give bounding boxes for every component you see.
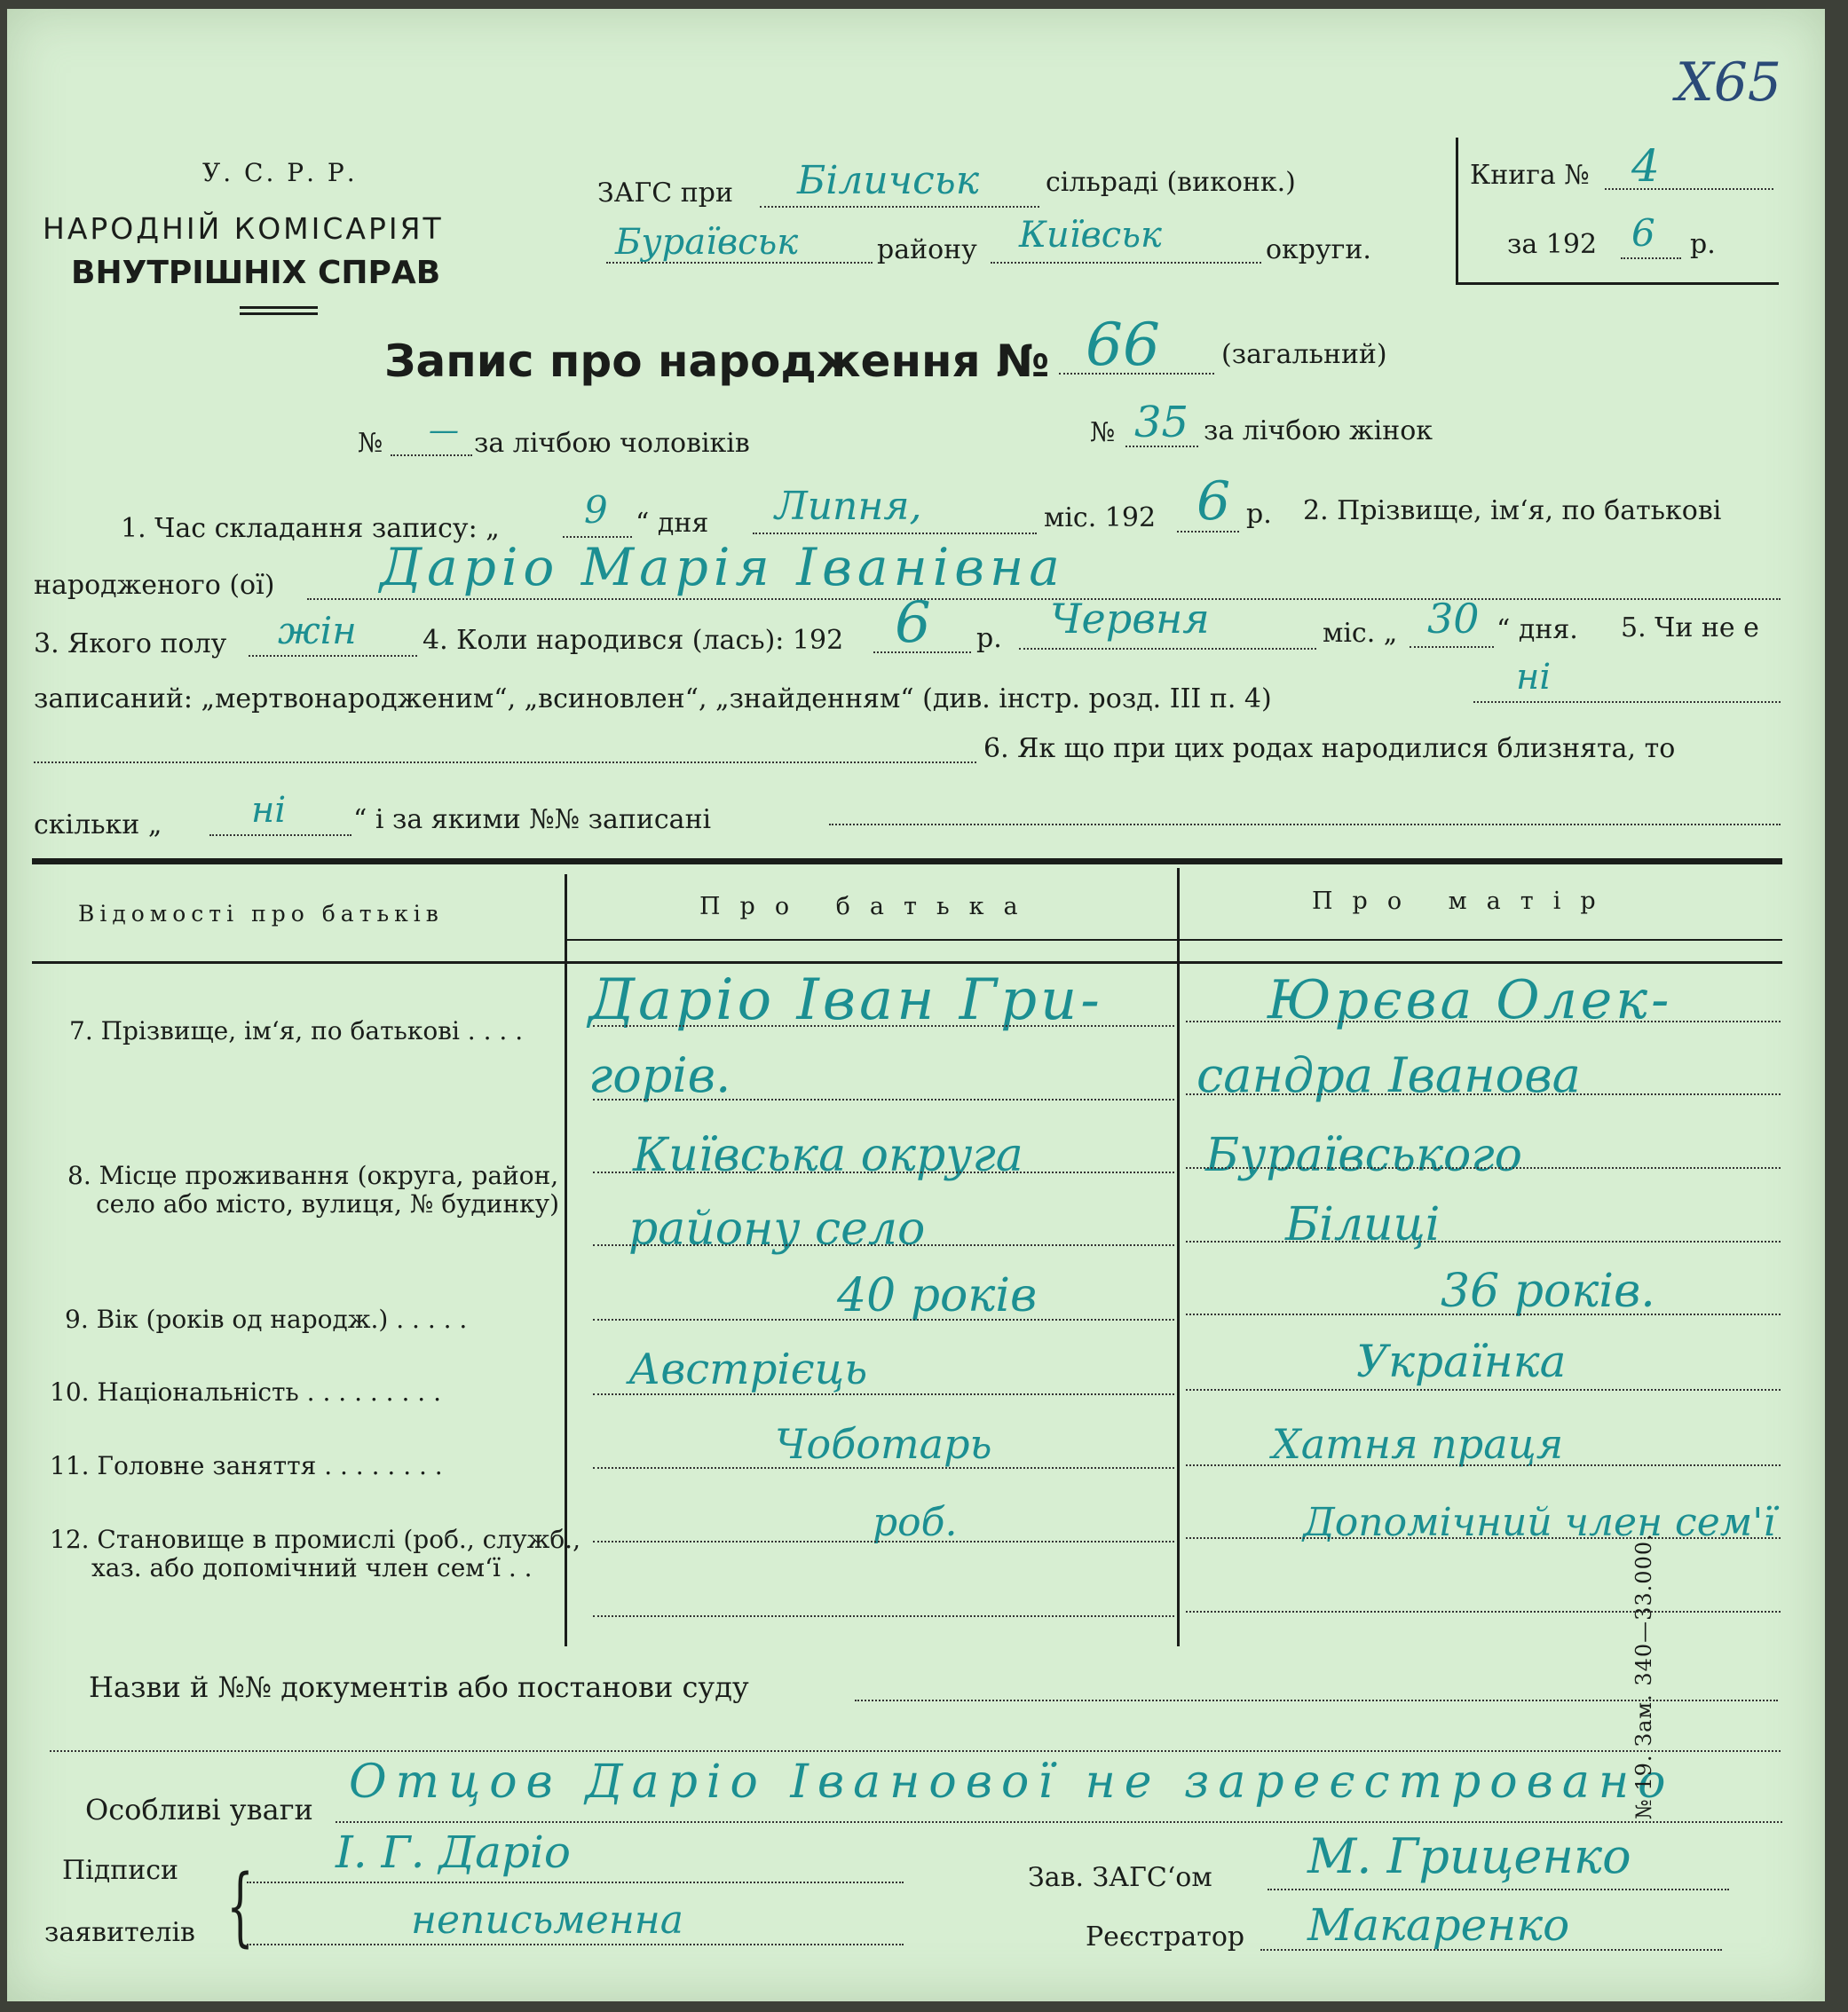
mother-rule-5 [1186, 1314, 1781, 1315]
father-rule-1 [593, 1025, 1174, 1027]
head-label: Зав. ЗАГС‘ом [1028, 1862, 1212, 1893]
documents-line-2 [50, 1750, 1781, 1752]
book-box-bottom [1456, 282, 1779, 285]
women-suffix: за лічбою жінок [1204, 415, 1433, 446]
book-year-label: за 192 [1507, 229, 1598, 260]
row-7-label: 7. Прізвище, ім‘я, по батькові . . . . [69, 1016, 524, 1045]
father-rule-7 [593, 1467, 1174, 1469]
book-label: Книга № [1470, 160, 1590, 191]
father-rule-8 [593, 1541, 1174, 1543]
field-5-line [1473, 701, 1781, 703]
field-2-value: Даріо Марія Іванівна [380, 537, 1065, 597]
field-4-day-suffix: “ дня. [1497, 614, 1578, 645]
book-box-left [1456, 138, 1458, 284]
mother-rule-2 [1186, 1093, 1781, 1095]
birth-record-form [7, 9, 1825, 2001]
men-suffix: за лічбою чоловіків [474, 428, 750, 459]
book-year-suffix: р. [1690, 229, 1716, 260]
head-signature-line [1268, 1889, 1729, 1890]
signatures-label-2: заявителів [44, 1917, 195, 1948]
table-father-header-rule [567, 939, 1177, 941]
field-5-value: ні [1516, 657, 1552, 698]
record-title: Запис про народження № [384, 335, 1050, 387]
print-code: № 19. Зам. 340—33.000. [1631, 1533, 1656, 1819]
father-rule-5 [593, 1319, 1174, 1321]
signatures-brace: { [226, 1857, 254, 1956]
table-header-rule-left [32, 961, 1782, 964]
republic-label: У. С. Р. Р. [202, 158, 358, 187]
district-value: Бураївськ [615, 222, 799, 263]
women-prefix: № [1090, 417, 1116, 448]
header-underline-2 [240, 312, 318, 315]
field-5-label: 5. Чи не е [1621, 612, 1759, 643]
field-4-day: 30 [1427, 595, 1480, 643]
father-rule-2 [593, 1099, 1174, 1101]
signatures-label-1: Підписи [62, 1855, 179, 1886]
okrug-line [991, 262, 1261, 264]
field-3-label: 3. Якого полу [34, 628, 227, 659]
row-8-father-1: Київська округа [633, 1129, 1023, 1182]
row-12-mother: Допомічний член сем'ї [1303, 1500, 1776, 1545]
zags-prefix: ЗАГС при [597, 178, 733, 209]
corner-mark: X65 [1676, 51, 1782, 114]
record-general: (загальний) [1221, 339, 1387, 370]
row-7-mother-2: сандра Іванова [1196, 1047, 1581, 1103]
record-number: 66 [1086, 311, 1160, 379]
mother-rule-9 [1186, 1611, 1781, 1613]
mother-rule-4 [1186, 1241, 1781, 1243]
village-council-value: Біличськ [797, 158, 980, 203]
field-5-label-cont: записаний: „мертвонародженим“, „всиновлен“, „знайденням“ (див. інстр. розд. III п. 4) [34, 683, 1272, 714]
field-2-line [307, 598, 1781, 600]
row-11-father: Чоботарь [775, 1420, 992, 1468]
field-6-line [829, 824, 1781, 825]
field-3-value: жін [278, 609, 357, 652]
table-mother-header-rule [1180, 939, 1782, 941]
row-9-mother: 36 років. [1441, 1265, 1655, 1318]
mother-rule-6 [1186, 1389, 1781, 1391]
row-8-mother-1: Бураївського [1205, 1129, 1522, 1182]
field-6-label-end: “ і за якими №№ записані [353, 804, 712, 835]
field-4-year-suffix: р. [976, 623, 1002, 654]
field-2-label: 2. Прізвище, ім‘я, по батькові [1303, 495, 1722, 526]
men-prefix: № [358, 428, 383, 459]
row-10-father: Австрієць [628, 1345, 868, 1394]
row-8-father-2: району село [628, 1203, 926, 1256]
book-year-digit: 6 [1631, 211, 1655, 255]
row-11-label: 11. Головне заняття . . . . . . . . [50, 1451, 443, 1480]
row-7-mother-1: Юрєва Олек- [1268, 969, 1673, 1031]
row-8-mother-2: Білиці [1285, 1198, 1441, 1251]
commissariat-line-1: НАРОДНІЙ КОМІСАРІЯТ [43, 211, 444, 246]
col-header-father: Про батька [699, 893, 1038, 920]
col-header-mother: Про матір [1312, 888, 1615, 915]
signature-1: І. Г. Даріо [336, 1827, 571, 1878]
notes-label: Особливі уваги [85, 1793, 313, 1827]
district-suffix: району [877, 234, 977, 265]
row-9-father: 40 років [837, 1269, 1038, 1322]
field-1-month-suffix: міс. 192 [1044, 502, 1157, 533]
field-4-year: 6 [895, 590, 931, 656]
row-8-label: 8. Місце проживання (округа, район, [67, 1161, 559, 1190]
book-year-line [1621, 257, 1681, 259]
header-underline [240, 306, 318, 309]
field-6-value: ні [251, 790, 287, 831]
okrug-suffix: округи. [1266, 234, 1371, 265]
row-9-label: 9. Вік (років од народж.) . . . . . [65, 1305, 468, 1334]
row-12-label: 12. Становище в промислі (роб., служб., [50, 1525, 580, 1554]
field-4-month-suffix: міс. „ [1323, 618, 1398, 649]
commissariat-line-2: ВНУТРІШНІХ СПРАВ [71, 255, 441, 291]
field-6-label: 6. Як що при цих родах народилися близнята, то [983, 733, 1676, 764]
field-2-label-cont: народженого (ої) [34, 570, 275, 601]
field-1-year-suffix: р. [1246, 499, 1272, 530]
row-10-mother: Українка [1356, 1336, 1567, 1387]
women-number: 35 [1134, 398, 1189, 447]
row-11-mother: Хатня праця [1272, 1420, 1564, 1468]
row-12-label-cont: хаз. або допомічний член сем‘ї . . [91, 1553, 533, 1582]
book-number: 4 [1631, 140, 1660, 192]
field-3-line [249, 655, 417, 657]
mother-rule-8 [1186, 1537, 1781, 1539]
field-4-day-line [1410, 646, 1494, 648]
village-council-suffix: сільраді (виконк.) [1046, 167, 1296, 198]
field-5-line-2 [34, 761, 976, 763]
mother-rule-3 [1186, 1167, 1781, 1169]
field-1-day: 9 [584, 488, 608, 532]
mother-rule-1 [1186, 1021, 1781, 1022]
row-10-label: 10. Національність . . . . . . . . . [50, 1377, 441, 1407]
field-1-day-suffix: “ дня [636, 508, 709, 539]
father-rule-9 [593, 1615, 1174, 1617]
row-12-father: роб. [873, 1500, 958, 1545]
field-4-month-line [1019, 648, 1316, 650]
row-8-label-cont: село або місто, вулиця, № будинку) [96, 1189, 560, 1219]
father-rule-3 [593, 1172, 1174, 1173]
field-1-month-line [753, 533, 1037, 534]
men-number: — [429, 413, 459, 448]
field-4-month: Червня [1050, 595, 1210, 643]
field-6-value-line [209, 834, 351, 836]
table-top-rule [32, 858, 1782, 864]
field-6-label-cont: скільки „ [34, 809, 162, 840]
field-1-year: 6 [1196, 470, 1231, 533]
signature-2-line [247, 1944, 904, 1945]
registrar-signature-line [1260, 1949, 1722, 1951]
district-line [606, 262, 873, 264]
okrug-value: Київськ [1019, 215, 1162, 256]
registrar-signature: Макаренко [1307, 1899, 1570, 1951]
father-rule-4 [593, 1244, 1174, 1246]
men-number-line [391, 454, 472, 456]
women-number-line [1125, 446, 1198, 447]
field-4-label: 4. Коли народився (лась): 192 [423, 625, 844, 656]
registrar-label: Реєстратор [1086, 1921, 1245, 1953]
book-number-line [1605, 188, 1773, 190]
field-1-label: 1. Час складання запису: „ [121, 513, 500, 544]
head-signature: М. Гриценко [1307, 1828, 1631, 1884]
row-7-father-1: Даріо Іван Гри- [588, 967, 1103, 1033]
village-council-line [760, 206, 1039, 208]
col-header-parents: Відомості про батьків [78, 901, 444, 927]
record-number-line [1059, 373, 1214, 375]
row-7-father-2: горів. [588, 1047, 731, 1103]
field-1-month: Липня, [775, 484, 922, 529]
signature-2: неписьменна [411, 1898, 684, 1943]
notes-value: Отцов Даріо Іванової не зареєстровано [349, 1756, 1675, 1809]
documents-label: Назви й №№ документів або постанови суду [89, 1670, 749, 1704]
table-col-divider-2 [1177, 868, 1180, 1646]
signature-1-line [247, 1882, 904, 1883]
mother-rule-7 [1186, 1464, 1781, 1466]
father-rule-6 [593, 1393, 1174, 1395]
field-4-year-line [873, 651, 971, 653]
notes-line [336, 1821, 1782, 1823]
field-1-year-line [1177, 531, 1239, 533]
